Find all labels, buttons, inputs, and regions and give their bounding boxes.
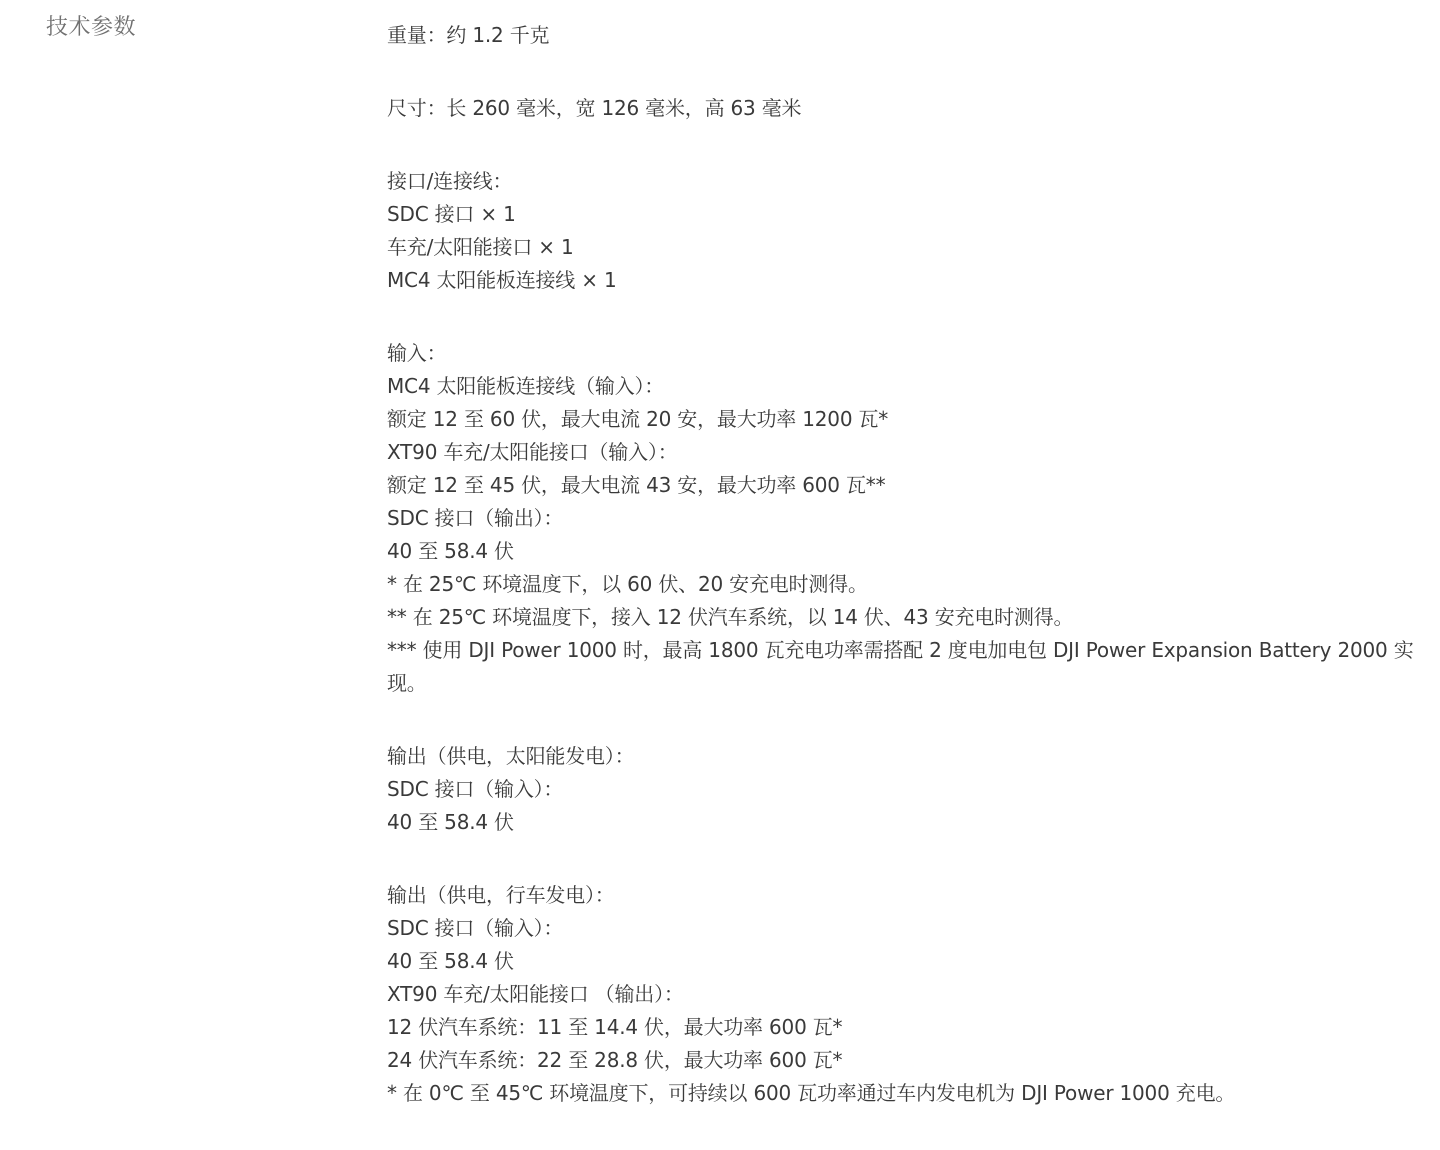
spec-line: 尺寸：长 260 毫米，宽 126 毫米，高 63 毫米 — [387, 96, 802, 120]
spec-line: XT90 车充/太阳能接口（输入）： — [387, 440, 678, 464]
spec-input — [387, 337, 1427, 700]
footnote-line: *** 使用 DJI Power 1000 时，最高 1800 瓦充电功率需搭配 2 度电加电包 DJI Power Expansion Battery 2000 实现。 — [387, 638, 1414, 695]
spec-ports-cables — [387, 165, 1427, 297]
spec-line: 40 至 58.4 伏 — [387, 539, 514, 563]
spec-output-solar — [387, 740, 1427, 839]
spec-line: 额定 12 至 60 伏，最大电流 20 安，最大功率 1200 瓦* — [387, 407, 889, 431]
spec-line: 12 伏汽车系统：11 至 14.4 伏，最大功率 600 瓦* — [387, 1015, 843, 1039]
spec-line: 额定 12 至 45 伏，最大电流 43 安，最大功率 600 瓦** — [387, 473, 886, 497]
spec-output-driving — [387, 879, 1427, 1110]
spec-line: 输出（供电，行车发电）： — [387, 883, 615, 907]
spec-line: 输入： — [387, 341, 447, 365]
section-label: 技术参数 — [46, 15, 137, 40]
spec-content — [387, 19, 1427, 1150]
spec-weight — [387, 19, 1427, 52]
spec-line: 输出（供电，太阳能发电）： — [387, 744, 635, 768]
spec-line: 40 至 58.4 伏 — [387, 949, 514, 973]
spec-line: MC4 太阳能板连接线 × 1 — [387, 268, 617, 292]
spec-line: 接口/连接线： — [387, 169, 513, 193]
spec-line: SDC 接口（输入）： — [387, 916, 564, 940]
footnote-line: * 在 0℃ 至 45℃ 环境温度下，可持续以 600 瓦功率通过车内发电机为 DJI Power 1000 充电。 — [387, 1081, 1236, 1105]
spec-line: 车充/太阳能接口 × 1 — [387, 235, 574, 259]
spec-line: MC4 太阳能板连接线（输入）： — [387, 374, 665, 398]
spec-line: SDC 接口（输入）： — [387, 777, 564, 801]
spec-line: XT90 车充/太阳能接口 （输出）： — [387, 982, 684, 1006]
spec-dimensions — [387, 92, 1427, 125]
spec-line: SDC 接口 × 1 — [387, 202, 516, 226]
footnote-line: ** 在 25℃ 环境温度下，接入 12 伏汽车系统，以 14 伏、43 安充电时测得。 — [387, 605, 1074, 629]
spec-line: 重量：约 1.2 千克 — [387, 23, 550, 47]
footnote-line: * 在 25℃ 环境温度下，以 60 伏、20 安充电时测得。 — [387, 572, 868, 596]
spec-line: 40 至 58.4 伏 — [387, 810, 514, 834]
spec-line: 24 伏汽车系统：22 至 28.8 伏，最大功率 600 瓦* — [387, 1048, 843, 1072]
spec-line: SDC 接口（输出）： — [387, 506, 564, 530]
